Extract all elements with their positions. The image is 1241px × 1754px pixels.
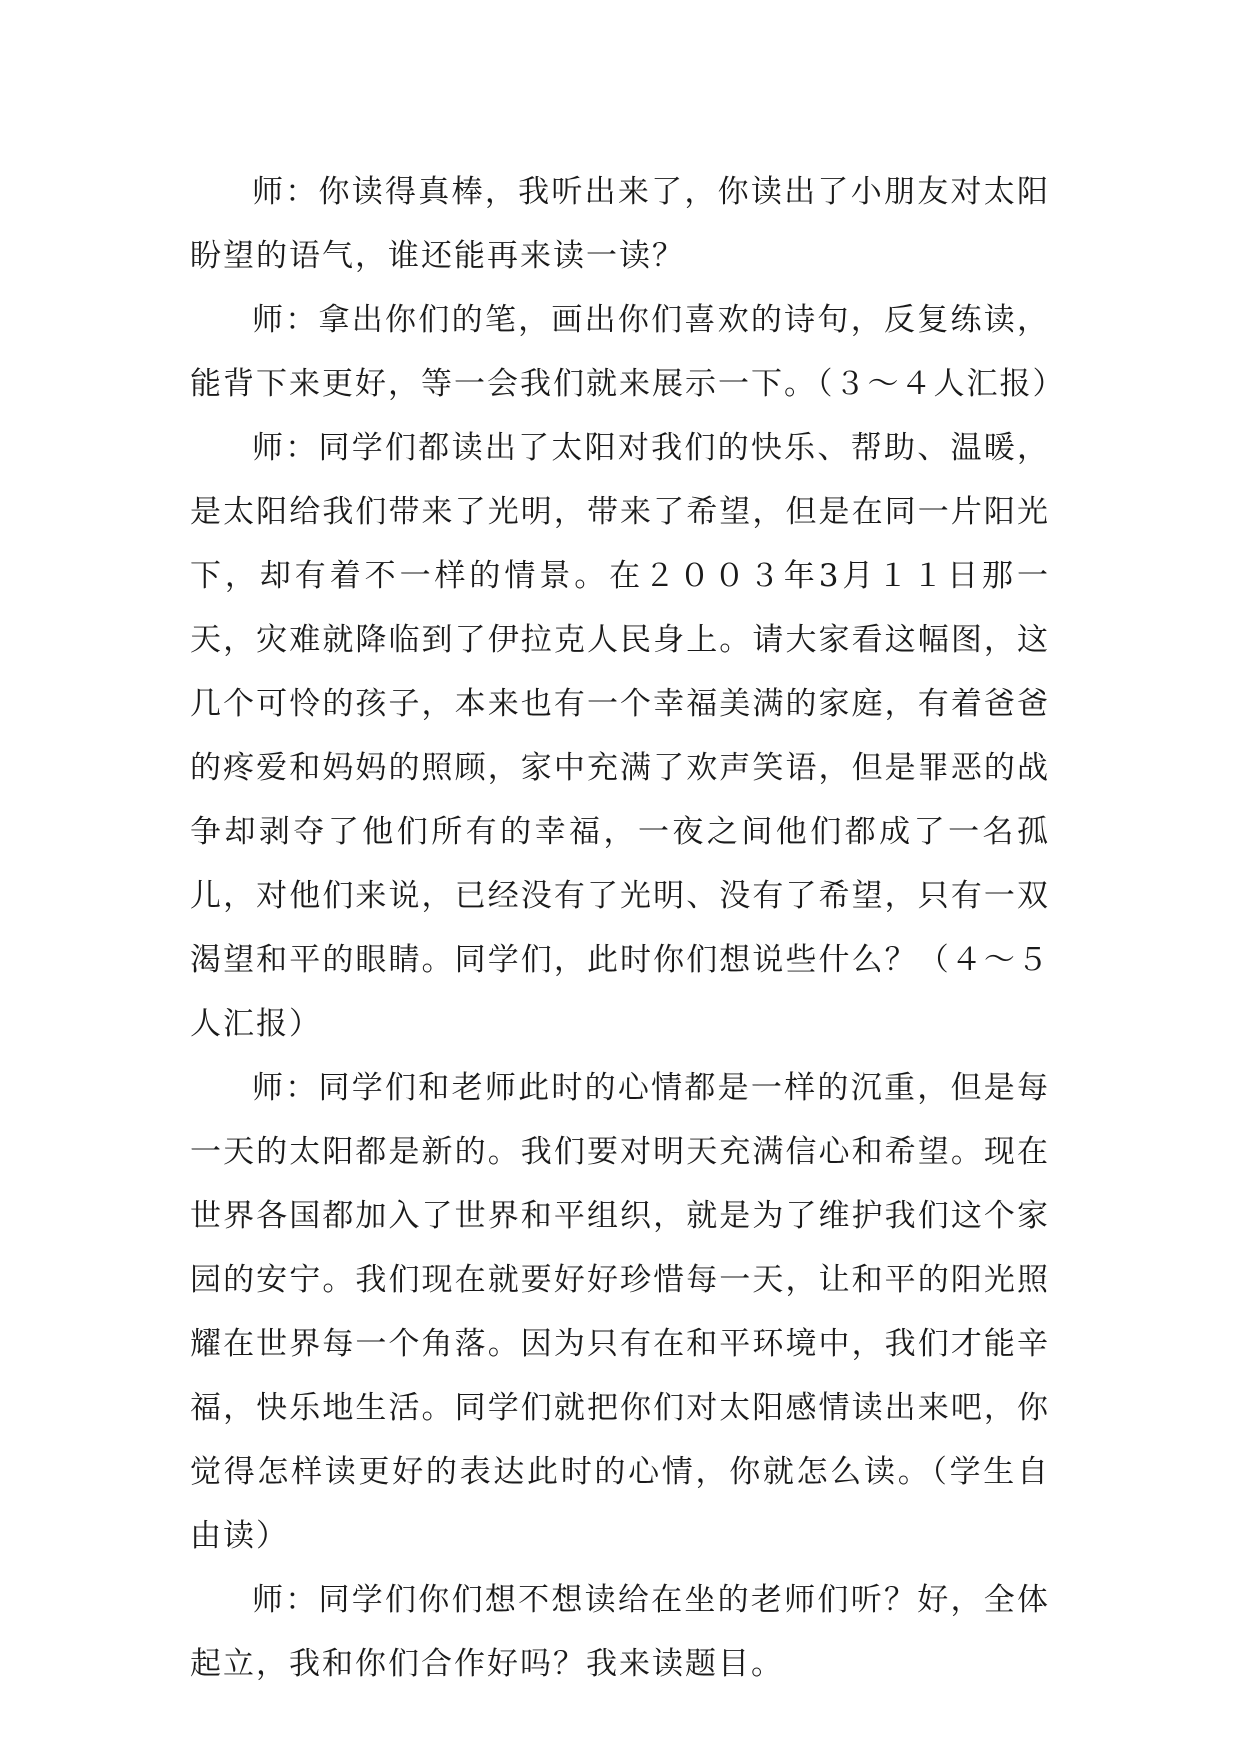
paragraph-3: 师：同学们都读出了太阳对我们的快乐、帮助、温暖，是太阳给我们带来了光明，带来了希望，但是在同一片阳光下，却有着不一样的情景。在２００３年3月１１日那一天，灾难就降临到了伊拉克人民身上。请大家看这幅图，这几个可怜的孩子，本来也有一个幸福美满的家庭，有着爸爸的疼爱和妈妈的照顾，家中充满了欢声笑语，但是罪恶的战争却剥夺了他们所有的幸福，一夜之间他们都成了一名孤儿，对他们来说，已经没有了光明、没有了希望，只有一双渴望和平的眼睛。同学们，此时你们想说些什么？（４～５人汇报） [190, 430, 1050, 1042]
paragraph-4: 师：同学们和老师此时的心情都是一样的沉重，但是每一天的太阳都是新的。我们要对明天充满信心和希望。现在世界各国都加入了世界和平组织，就是为了维护我们这个家园的安宁。我们现在就要好好珍惜每一天，让和平的阳光照耀在世界每一个角落。因为只有在和平环境中，我们才能辛福，快乐地生活。同学们就把你们对太阳感情读出来吧，你觉得怎样读更好的表达此时的心情，你就怎么读。（学生自由读） [190, 1070, 1050, 1554]
paragraph-2: 师：拿出你们的笔，画出你们喜欢的诗句，反复练读，能背下来更好，等一会我们就来展示一下。（３～４人汇报） [190, 302, 1066, 402]
paragraph-5: 师：同学们你们想不想读给在坐的老师们听？好，全体起立，我和你们合作好吗？我来读题目。 [190, 1582, 1050, 1682]
document-body [190, 160, 1066, 1696]
paragraph-1: 师：你读得真棒，我听出来了，你读出了小朋友对太阳盼望的语气，谁还能再来读一读？ [190, 174, 1050, 274]
